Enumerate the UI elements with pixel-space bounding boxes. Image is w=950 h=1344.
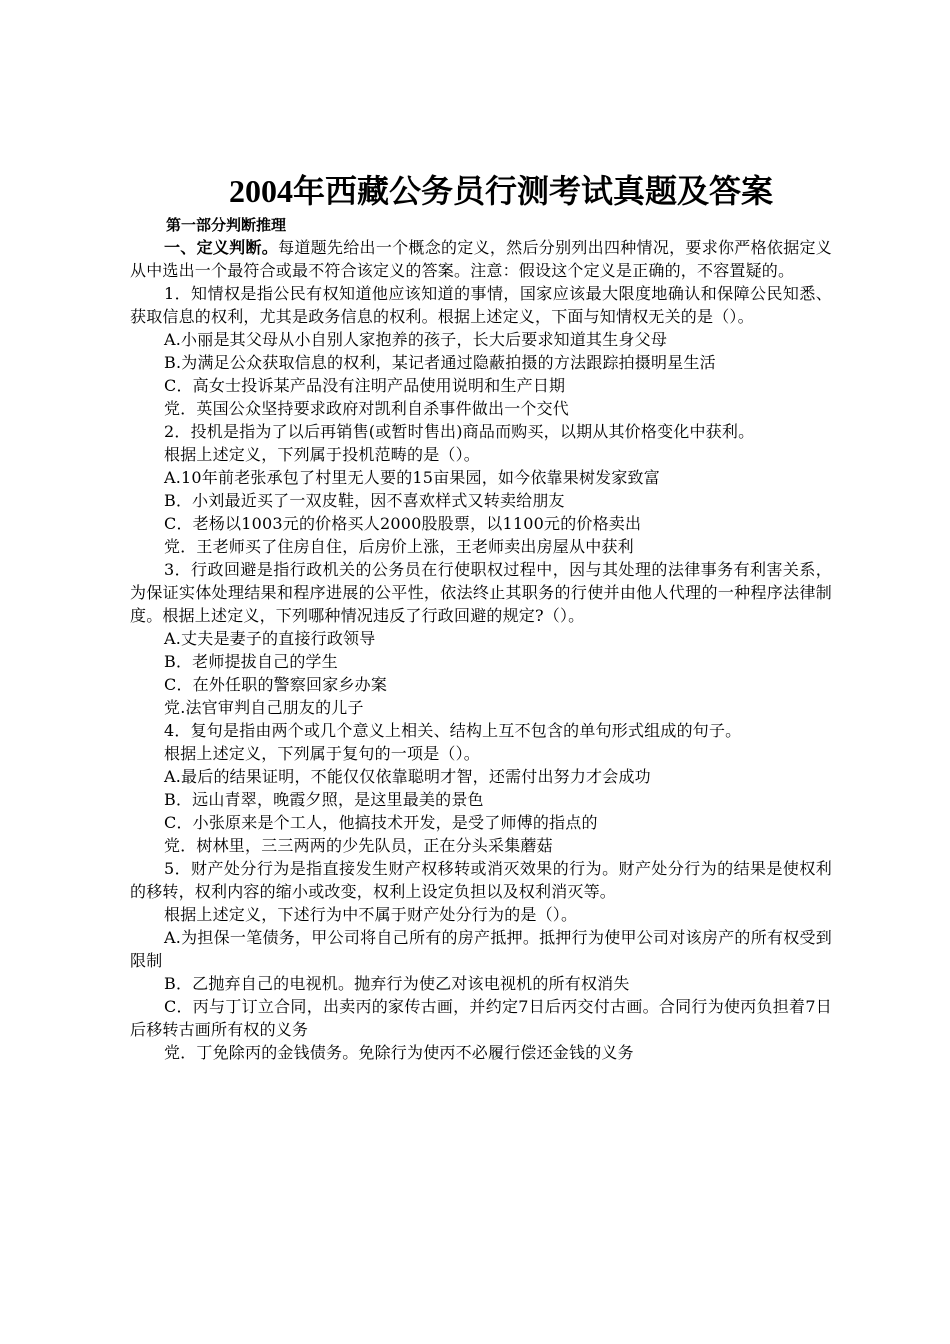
question-5 (130, 857, 832, 1064)
document-title (130, 168, 832, 214)
question-1 (130, 282, 832, 420)
title-text: 年西藏公务员行测考试真题及答案 (292, 172, 773, 210)
document-page (130, 168, 832, 1064)
title-year: 2004 (228, 173, 293, 209)
option-b: B.为满足公众获取信息的权利，某记者通过隐蔽拍摄的方法跟踪拍摄明星生活 (164, 353, 716, 372)
question-prompt: 根据上述定义，下述行为中不属于财产处分行为的是（）。 (164, 905, 578, 924)
question-stem: 3．行政回避是指行政机关的公务员在行使职权过程中，因与其处理的法律事务有利害关系，为保证实体处理结果和程序进展的公平性，依法终止其职务的行使并由他人代理的一种程序法律制度。根据上述定义，下列哪种情况违反了行政回避的规定?（）。 (130, 560, 832, 625)
option-c: C．丙与丁订立合同，出卖丙的家传古画，并约定7日后丙交付古画。合同行为使丙负担着7日后移转古画所有权的义务 (130, 997, 832, 1039)
question-4 (130, 719, 832, 857)
option-a: A.最后的结果证明，不能仅仅依靠聪明才智，还需付出努力才会成功 (164, 767, 651, 786)
option-d: 党．英国公众坚持要求政府对凯利自杀事件做出一个交代 (164, 399, 570, 418)
intro-paragraph (130, 236, 832, 282)
part-heading: 第一部分判断推理 (166, 216, 287, 234)
option-a: A.10年前老张承包了村里无人要的15亩果园，如今依靠果树发家致富 (164, 468, 660, 487)
intro-text: 每道题先给出一个概念的定义，然后分别列出四种情况，要求你严格依据定义从中选出一个最符合或最不符合该定义的答案。注意：假设这个定义是正确的，不容置疑的。 (130, 238, 832, 280)
option-c: C．老杨以1003元的价格买人2000股股票，以1100元的价格卖出 (164, 514, 642, 533)
option-b: B．乙抛弃自己的电视机。抛弃行为使乙对该电视机的所有权消失 (164, 974, 630, 993)
option-c: C．在外任职的警察回家乡办案 (164, 675, 388, 694)
question-prompt: 根据上述定义，下列属于复句的一项是（）。 (164, 744, 481, 763)
option-b: B．老师提拔自己的学生 (164, 652, 338, 671)
option-d: 党．丁免除丙的金钱债务。免除行为使丙不必履行偿还金钱的义务 (164, 1043, 634, 1062)
option-d: 党．王老师买了住房自住，后房价上涨，王老师卖出房屋从中获利 (164, 537, 634, 556)
option-c: C．小张原来是个工人，他搞技术开发，是受了师傅的指点的 (164, 813, 598, 832)
question-2 (130, 420, 832, 558)
option-b: B．小刘最近买了一双皮鞋，因不喜欢样式又转卖给朋友 (164, 491, 565, 510)
option-b: B．远山青翠，晚霞夕照，是这里最美的景色 (164, 790, 484, 809)
question-stem: 1．知情权是指公民有权知道他应该知道的事情，国家应该最大限度地确认和保障公民知悉、获取信息的权利，尤其是政务信息的权利。根据上述定义，下面与知情权无关的是（）。 (130, 284, 832, 326)
question-3 (130, 558, 832, 719)
option-a: A.小丽是其父母从小自别人家抱养的孩子，长大后要求知道其生身父母 (164, 330, 668, 349)
option-c: C．高女士投诉某产品没有注明产品使用说明和生产日期 (164, 376, 566, 395)
question-stem: 5．财产处分行为是指直接发生财产权移转或消灭效果的行为。财产处分行为的结果是使权利的移转，权利内容的缩小或改变，权利上设定负担以及权利消灭等。 (130, 859, 832, 901)
question-stem: 4．复句是指由两个或几个意义上相关、结构上互不包含的单句形式组成的句子。 (164, 721, 742, 740)
intro-lead: 一、定义判断。 (164, 238, 279, 257)
question-stem: 2．投机是指为了以后再销售(或暂时售出)商品而购买，以期从其价格变化中获利。 (164, 422, 755, 441)
option-d: 党.法官审判自己朋友的儿子 (164, 698, 364, 717)
option-d: 党．树林里，三三两两的少先队员，正在分头采集蘑菇 (164, 836, 553, 855)
option-a: A.为担保一笔债务，甲公司将自己所有的房产抵押。抵押行为使甲公司对该房产的所有权受到限制 (130, 928, 832, 970)
question-prompt: 根据上述定义，下列属于投机范畴的是（）。 (164, 445, 481, 464)
option-a: A.丈夫是妻子的直接行政领导 (164, 629, 376, 648)
